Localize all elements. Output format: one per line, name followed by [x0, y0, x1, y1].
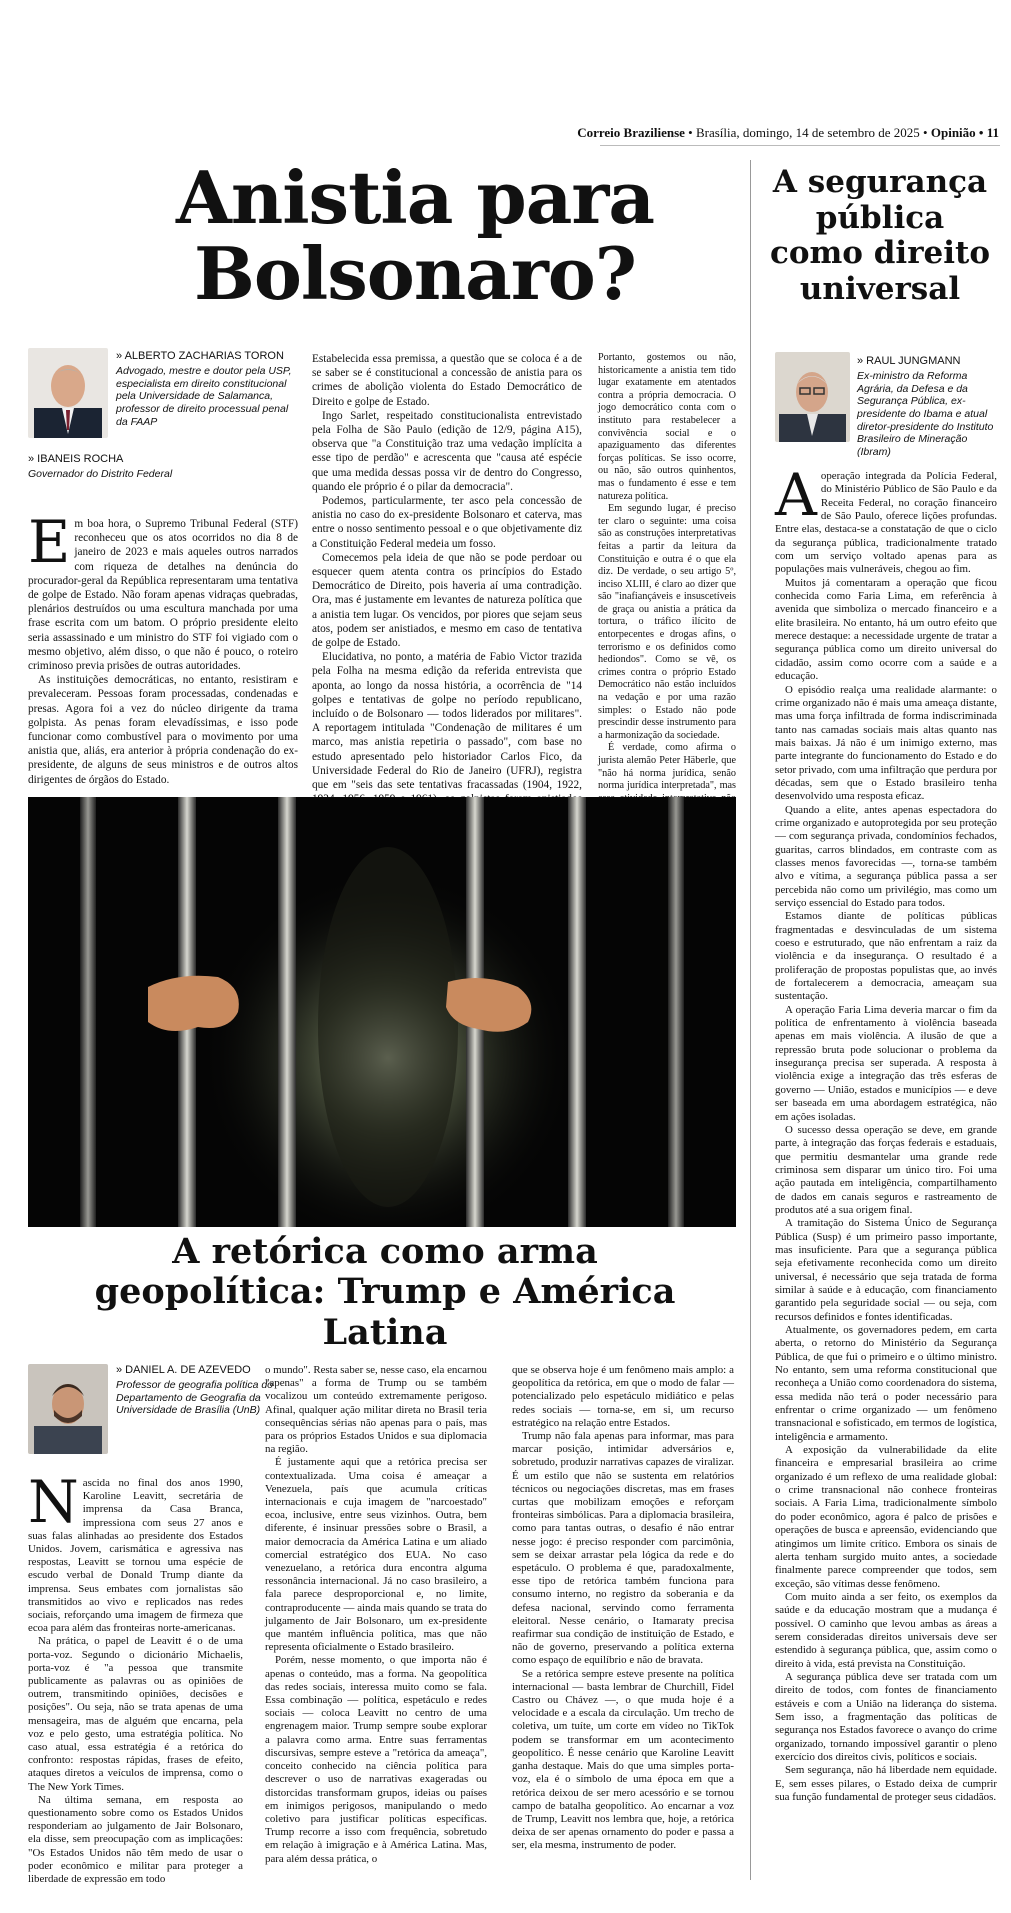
author1-name: » ALBERTO ZACHARIAS TORON	[116, 350, 284, 362]
drop-cap: A	[775, 461, 817, 529]
paragraph: É verdade, como afirma o jurista alemão Peter Häberle, que "não há norma jurídica, senão norma jurídica interpretada", mas	[598, 742, 736, 792]
article2-title: A segurança pública como direito universal	[769, 164, 991, 307]
paragraph: m boa hora, o Supremo Tribunal Federal (STF) reconheceu que os atos ocorridos no dia 8 de janeiro de 2023 e mais aqueles outros narrados com riqueza de detalhes na denúncia do procurador-geral da República representaram uma tentativa de golpe de Estado. Não foram apenas vidraças quebradas, plenários destruídos ou uma escultura manchada por uma frase escrita com um batom. O próprio presidente eleito seria assassinado e um ministro do STF foi vigiado com o mesmo objetivo, além disso, o que não é pouco, o roteiro criminoso previa prisões de outras autoridades.	[28, 518, 298, 673]
author4-desc: Professor de geografia política do Departamento de Geografia da Universidade de Brasília (UnB)	[116, 1379, 274, 1417]
paragraph: Estabelecida essa premissa, a questão que se coloca é a de se saber se é constitucional a concessão de anistia para os crimes de abolição violenta do Estado Democrático de Direito e golpe de Estado.	[312, 353, 582, 408]
prison-bars-image	[28, 797, 736, 1227]
article3-col1	[28, 1468, 243, 1886]
paragraph: A exposição da vulnerabilidade da elite financeira e empresarial brasileira ao crime organizado é um reflexo de uma realidade global: o crime transnacional não conhece fronteiras sociais. A Faria Lima, tradicionalmente símbolo do poder econômico, agora é palco de prisões e operações de busca e apreensão, evidenciando que atingimos um limite crítico. Embora os sinais de alerta tenham surgido muito antes, a sociedade finalmente parece compreender que todos, sem exceção, são vítimas desse fenômeno.	[775, 1444, 997, 1590]
masthead-rule	[600, 145, 1000, 146]
paragraph: Quando a elite, antes apenas espectadora do crime organizado e autoprotegida por seu proteção — com segurança privada, condomínios fechados, guaritas, carros blindados, em contraste com as classes menos favorecidas —, torna-se também alvo e vítima, a segurança pública passa a ser percebida não como um privilégio, mas como um serviço essencial do Estado para todos.	[775, 803, 997, 909]
paragraph: Atualmente, os governadores pedem, em carta aberta, o retorno do Ministério da Segurança Pública, de que fui o primeiro e o último ministro. No entanto, sem uma reforma constitucional que reconheça a União como coordenadora do sistema, essa medida não terá o poder necessário para enfrentar o crime organizado — um fenômeno transnacional e sofisticado, em termos de logística, inteligência e armamento.	[775, 1324, 997, 1443]
paragraph: Podemos, particularmente, ter asco pela concessão de anistia no caso do ex-presidente Bolsonaro et caterva, mas entre o nosso sentimento pessoal e o que objetivamente diz a Constituição Federal medeia um fosso.	[312, 495, 582, 550]
paragraph: Na última semana, em resposta ao questionamento sobre como os Estados Unidos responderiam ao julgamento de Jair Bolsonaro, ela disse, sem preocupação com as implicações: "Os Estados Unidos não têm medo de usar o poder econômico e militar para proteger a liberdade de expressão em todo	[28, 1793, 243, 1886]
author2-desc: Governador do Distrito Federal	[28, 468, 173, 481]
column-divider	[750, 160, 751, 1880]
date-line: • Brasília, domingo, 14 de setembro de 2025 •	[688, 125, 928, 140]
author3-byline	[857, 355, 997, 458]
drop-cap: E	[28, 508, 71, 576]
author3-name: » RAUL JUNGMANN	[857, 355, 961, 367]
paragraph: Em segundo lugar, é preciso ter claro o seguinte: uma coisa são as construções interpretativas feitas a partir da leitura da Constituição e outra é o que ela diz. De verdade, o seu artigo 5º, inciso XLIII, é claro ao dizer que são "inafiançáveis e insuscetíveis de graça ou anistia a prática da tortura, o tráfico ilícito de entorpecentes e drogas afins, o terrorismo e os definidos como hediondos". Como se vê, os crimes contra o próprio Estado Democrático não estão incluídos na vedação e por uma razão simples: o Estado não pode prescindir desse instrumento para a harmonização da sociedade.	[598, 503, 736, 741]
paragraph: A operação Faria Lima deveria marcar o fim da política de enfrentamento à violência baseada apenas em mais violência. A ilusão de que a repressão bruta pode solucionar o problema da insegurança precisa ser superada. A resposta à violência exige a integração das três esferas de governo — União, estados e municípios — e deve ser baseada em uma abordagem estratégica, não em ações isoladas.	[775, 1003, 997, 1123]
author2-byline	[28, 453, 288, 481]
page-number: • 11	[978, 125, 999, 140]
drop-cap: N	[28, 1468, 79, 1536]
paragraph: As instituições democráticas, no entanto, resistiram e prevaleceram. Pessoas foram processadas, condenadas e presas. Agora foi a vez do núcleo dirigente da trama golpista. As penas foram elevadíssimas, e isso pode funcionar como combustível para o movimento por uma anistia que, aliás, era anterior à própria condenação do ex-presidente, de alguns de seus ministros e de outros altos dirigentes de órgãos do Estado.	[28, 674, 298, 786]
paragraph: Sem segurança, não há liberdade nem equidade. E, sem esses pilares, o Estado deixa de cumprir sua função fundamental de proteger seus cidadãos.	[775, 1764, 997, 1804]
paragraph: A tramitação do Sistema Único de Segurança Pública (Susp) é um primeiro passo importante, mas insuficiente. Para que a segurança pública seja efetivamente reconhecida como um direito universal, é necessário que seja tratada de forma similar à saúde e à educação, com financiamento garantido pela seguridade social — ou seja, com recursos definidos e fontes identificadas.	[775, 1217, 997, 1323]
paragraph: o mundo". Resta saber se, nesse caso, ela encarnou "apenas" a forma de Trump ou se também vocalizou um conteúdo extremamente perigoso. Afinal, qualquer ação militar direta no Brasil teria consequências sérias não apenas para o país, mas para os próprios Estados Unidos e sua diplomacia na região.	[265, 1364, 487, 1456]
article1-title: Anistia para Bolsonaro?	[175, 155, 654, 316]
author3-photo	[775, 352, 850, 442]
paragraph: Se a retórica sempre esteve presente na política internacional — basta lembrar de Churchill, Fidel Castro ou Chávez —, o que muda hoje é a velocidade e a escala da circulação. Um trecho de coletiva, um tuíte, um corte em vídeo no TikTok podem se transformar em um acontecimento geopolítico. É nesse cenário que Karoline Leavitt ganha destaque. Mais do que uma simples porta-voz, ela é o símbolo de uma época em que a retórica deixou de ser mero acessório e se tornou campo de batalha geopolítico. Ao encarnar a voz de Trump, Leavitt nos lembra que, hoje, a retórica deixa de ser apenas ornamento do poder e passa a ser, ela mesma, instrumento de poder.	[512, 1667, 734, 1852]
paragraph: Trump não fala apenas para informar, mas para marcar posição, intimidar adversários e, sobretudo, produzir narrativas capazes de viralizar. É um estilo que não se sustenta em relatórios técnicos ou negociações discretas, mas em frases curtas que mobilizam emoções e reforçam fronteiras simbólicas. Para a diplomacia brasileira, como para tantas outras, o desafio é não entrar nesse jogo: é preciso responder com parcimônia, sem se deixar arrastar pela lógica da rede e do espetáculo. O problema é que, paradoxalmente, esse tipo de retórica também funciona para consumo interno, no registro da soberania e da defesa nacional, servindo como ferramenta eleitoral. Nesse cenário, o Itamaraty precisa reafirmar sua condição de instituição de Estado, e não de governo, preservando a política externa como espaço de equilíbrio e não de bravata.	[512, 1430, 734, 1667]
paragraph: Ingo Sarlet, respeitado constitucionalista entrevistado pela Folha de São Paulo (edição de 12/9, página A15), observa que "a Constituição traz uma vedação implícita a esse tipo de perdão" e acrescenta que "causa até espécie que uma medida dessas possa vir de dentro do Congresso, quando ele próprio é o pilar da democracia".	[312, 409, 582, 493]
author1-desc: Advogado, mestre e doutor pela USP, especialista em direito constitucional pela Universidade de Salamanca, professor de direito processual penal da FAAP	[116, 365, 292, 428]
paragraph: A segurança pública deve ser tratada com um direito de todos, com fontes de financiamento estáveis e com a União na liderança do sistema. Sem isso, a fragmentação das políticas de segurança nos Estados favorece o avanço do crime organizado, tornando impossível garantir o pleno exercício dos direitos civis, políticos e sociais.	[775, 1670, 997, 1763]
paragraph: que se observa hoje é um fenômeno mais amplo: a geopolítica da retórica, em que o modo de falar — potencializado pelo espetáculo midiático e pelas redes sociais — torna-se, em si, um recurso estratégico na relação entre Estados.	[512, 1364, 734, 1429]
author3-desc: Ex-ministro da Reforma Agrária, da Defesa e da Segurança Pública, ex-presidente do Ibama e atual diretor-presidente do Instituto Brasileiro de Mineração (Ibram)	[857, 370, 994, 458]
article2-body	[775, 461, 997, 1804]
author4-photo	[28, 1364, 108, 1454]
paragraph: Estamos diante de políticas públicas fragmentadas e desvinculadas de um sistema coeso e estruturado, que não enfrentam a raiz da violência e da insegurança. O resultado é a proliferação de propostas populistas que, ao invés de fortalecerem a democracia, ameaçam sua sustentação.	[775, 910, 997, 1003]
paper-name: Correio Braziliense	[577, 125, 685, 140]
author4-name: » DANIEL A. DE AZEVEDO	[116, 1364, 251, 1376]
paragraph: ascida no final dos anos 1990, Karoline Leavitt, secretária de imprensa da Casa Branca, impressiona com seus 27 anos e suas falas alinhadas ao presidente dos Estados Unidos. Jovem, carismática e agressiva nas respostas, Leavitt se tornou uma espécie de escudo verbal de Donald Trump diante da imprensa. Seus embates com jornalistas são transmitidos ao vivo e replicados nas redes sociais, reforçando uma imagem de firmeza que ecoa para além das fronteiras norte-americanas.	[28, 1477, 243, 1635]
paragraph: É justamente aqui que a retórica precisa ser contextualizada. Uma coisa é ameaçar a Venezuela, país que acumula críticas internacionais e cuja imagem de "narcoestado" ecoa, inclusive, entre seus vizinhos. Outra, bem diferente, é insinuar pressões sobre o Brasil, a maior democracia da América Latina e um aliado comercial estratégico dos EUA. No caso venezuelano, a retórica dura encontra alguma ressonância internacional. Já no caso brasileiro, a fala parece desproporcional e, no limite, contraproducente — ainda mais quando se trata do julgamento de Jair Bolsonaro, um ex-presidente que mantém influência política, mas que não representa oficialmente o Estado brasileiro.	[265, 1456, 487, 1654]
article3-col2	[265, 1364, 487, 1866]
article3-title: A retórica como arma geopolítica: Trump e América Latina	[94, 1231, 676, 1353]
article3-col3	[512, 1364, 734, 1853]
author1-byline	[116, 350, 296, 428]
author1-photo	[28, 348, 108, 438]
paragraph: Portanto, gostemos ou não, historicamente a anistia tem tido lugar exatamente em atentados contra a própria democracia. O jogo democrático conta com o instituto para restabelecer a convivência social e o apaziguamento das diferentes forças políticas. Se isso ocorre, ou não, são outros quinhentos, mas o fundamento é esse e tem natureza política.	[598, 352, 736, 502]
section-name: Opinião	[930, 125, 976, 140]
paragraph: Elucidativa, no ponto, a matéria de Fabio Victor trazida pela Folha na mesma edição da referida entrevista que aponta, ao longo da nossa história, a ocorrência de "14 golpes e tentativas de golpe no período republicano, incluído o de Bolsonaro — todos liderados por militares". A reportagem intitulada "Condenação de militares é um marco, mas anistia repetiria o passado", com base no estudo apresentado pelo historiador Carlos Fico, da Universidade Federal do Rio de Janeiro (UFRJ), registra que em "seis das sete tentativas fracassadas (1904, 1922,	[312, 651, 582, 792]
masthead	[577, 125, 999, 141]
paragraph: Muitos já comentaram a operação que ficou conhecida como Faria Lima, em referência à avenida que simboliza o mercado financeiro e a elite brasileira. No entanto, há um outro efeito que merece destaque: a necessidade urgente de tratar a segurança pública como um direito universal do cidadão, assim como ocorre com a saúde e a educação.	[775, 576, 997, 683]
author2-name: » IBANEIS ROCHA	[28, 453, 124, 465]
article1-col2	[312, 352, 582, 821]
article1-col1	[28, 508, 298, 787]
paragraph: operação integrada da Polícia Federal, do Ministério Público de São Paulo e da Receita Federal, no coração financeiro de São Paulo, oferece lições profundas. Entre elas, destaca-se a constatação de que o ciclo da segurança pública, tradicionalmente tratado com um serviço voltado apenas para as populações mais vulneráveis, chegou ao fim.	[775, 470, 997, 576]
paragraph: O sucesso dessa operação se deve, em grande parte, à integração das forças federais e estaduais, que permitiu desmantelar uma grande rede criminosa sem disparar um único tiro. Foi uma ação pautada em inteligência, compartilhamento de dados em canais seguros e rastreamento de produtos até a sua origem final.	[775, 1123, 997, 1216]
paragraph: Comecemos pela ideia de que não se pode perdoar ou esquecer quem atenta contra os princípios do Estado Democrático de Direito, pois haveria aí uma contradição. Ora, mas é justamente em levantes de natureza política que a anistia tem lugar. Os vencidos, por piores que sejam seus atos, podem ser anistiados, e mesmo em caso de tentativa de golpe de Estado.	[312, 551, 582, 650]
paragraph: Com muito ainda a ser feito, os exemplos da saúde e da educação mostram que a mudança é possível. O caminho que levou ambas as áreas a serem consideradas direitos universais deve ser estendido à segurança pública, que, assim como o direito à vida, está prevista na Constituição.	[775, 1590, 997, 1670]
paragraph: O episódio realça uma realidade alarmante: o crime organizado não é mais uma ameaça distante, mas uma força infiltrada de forma indiscriminada tanto nas camadas sociais mais altas quanto nas mais baixas. Já não é um inimigo externo, mas parte integrante do funcionamento do Estado e do setor privado, com uma infiltração que perdura por décadas, sem que o Estado brasileiro tenha desenvolvido uma resposta eficaz.	[775, 683, 997, 803]
paragraph: Na prática, o papel de Leavitt é o de uma porta-voz. Segundo o dicionário Michaelis, porta-voz é "a pessoa que transmite publicamente as palavras ou as opiniões de outrem, transmitindo opiniões, decisões e posições". Ou seja, não se trata apenas de uma mensageira, mas de alguém que encarna, pela voz e pelo gesto, uma estratégia política. No caso atual, essa estratégia é a retórica do confronto: respostas rápidas, frases de efeito, ataques diretos a veículos de imprensa, como o The New York Times.	[28, 1635, 243, 1793]
paragraph: Porém, nesse momento, o que importa não é apenas o conteúdo, mas a forma. Na geopolítica das redes sociais, interessa muito como se fala. Essa combinação — política, espetáculo e redes sociais — coloca Leavitt no centro de uma engrenagem maior. Trump sempre soube explorar a palavra como arma. Entre suas ferramentas discursivas, sempre esteve a "retórica da ameaça", conceito conhecido na ciência política para descrever o uso de narrativas exageradas ou distorcidas transformam grupos, ideias ou países em inimigos perigosos, manipulando o medo coletivo para justificar políticas específicas. Trump recorre a isso com frequência, sobretudo em relação à imigração e à América Latina. Mas, para além dessa prática, o	[265, 1654, 487, 1865]
